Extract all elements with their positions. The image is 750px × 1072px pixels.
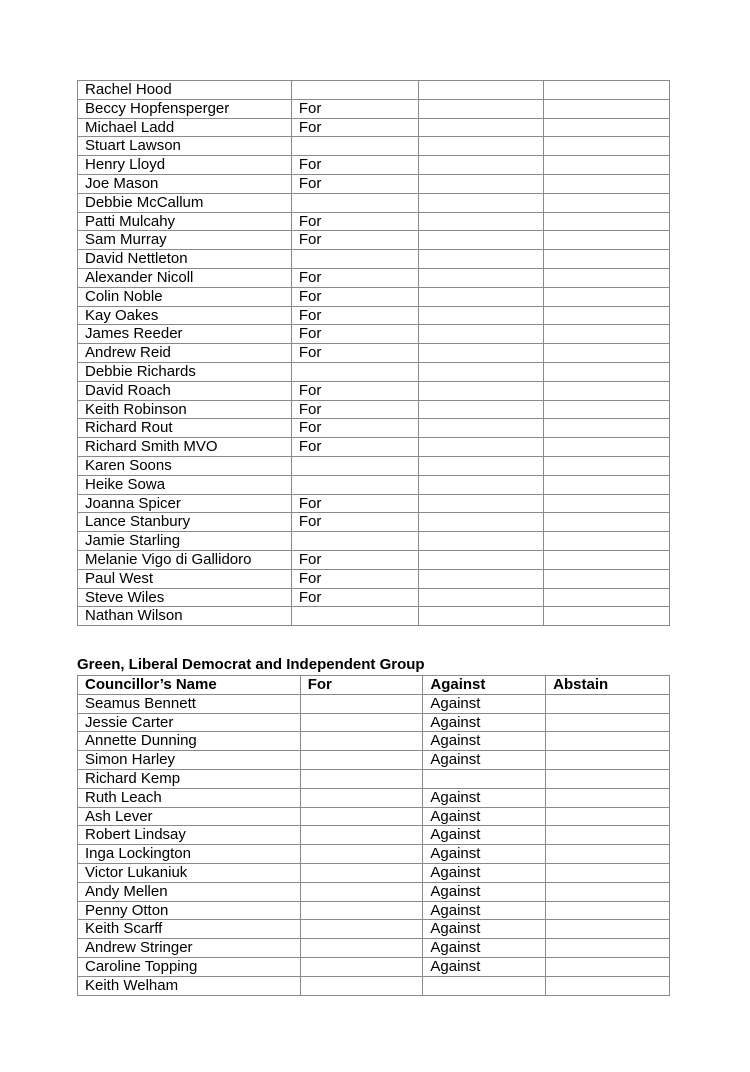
table-row	[78, 381, 670, 400]
table-row	[78, 362, 670, 381]
table-row	[78, 137, 670, 156]
vote-for-cell: For	[291, 99, 418, 118]
vote-against-cell: Against	[423, 901, 546, 920]
vote-against-cell	[418, 250, 544, 269]
table-row	[78, 156, 670, 175]
column-header-abstain: Abstain	[546, 676, 670, 695]
vote-for-cell	[300, 826, 423, 845]
councillor-name-cell: Penny Otton	[78, 901, 301, 920]
councillor-name-cell: Rachel Hood	[78, 81, 292, 100]
vote-for-cell	[300, 920, 423, 939]
vote-for-cell	[300, 751, 423, 770]
vote-for-cell	[291, 250, 418, 269]
vote-abstain-cell	[546, 976, 670, 995]
vote-for-cell	[300, 863, 423, 882]
table-row	[78, 769, 670, 788]
vote-for-cell: For	[291, 438, 418, 457]
vote-abstain-cell	[544, 588, 670, 607]
vote-for-cell	[291, 607, 418, 626]
vote-table-conservative-continued	[77, 80, 670, 626]
table-row	[78, 344, 670, 363]
table-row	[78, 732, 670, 751]
table-row	[78, 845, 670, 864]
councillor-name-cell: Jessie Carter	[78, 713, 301, 732]
vote-abstain-cell	[544, 306, 670, 325]
vote-abstain-cell	[544, 607, 670, 626]
councillor-name-cell: Melanie Vigo di Gallidoro	[78, 550, 292, 569]
vote-abstain-cell	[546, 826, 670, 845]
table-row	[78, 976, 670, 995]
vote-against-cell: Against	[423, 957, 546, 976]
table-row	[78, 694, 670, 713]
vote-against-cell	[418, 494, 544, 513]
vote-abstain-cell	[544, 81, 670, 100]
table-row	[78, 250, 670, 269]
vote-abstain-cell	[544, 99, 670, 118]
vote-against-cell	[418, 532, 544, 551]
vote-against-cell	[418, 193, 544, 212]
councillor-name-cell: Steve Wiles	[78, 588, 292, 607]
councillor-name-cell: Simon Harley	[78, 751, 301, 770]
councillor-name-cell: Debbie McCallum	[78, 193, 292, 212]
vote-abstain-cell	[544, 344, 670, 363]
vote-for-cell: For	[291, 381, 418, 400]
councillor-name-cell: Karen Soons	[78, 456, 292, 475]
vote-against-cell	[418, 174, 544, 193]
table-row	[78, 475, 670, 494]
councillor-name-cell: Joanna Spicer	[78, 494, 292, 513]
vote-abstain-cell	[546, 863, 670, 882]
councillor-name-cell: Patti Mulcahy	[78, 212, 292, 231]
councillor-name-cell: Andrew Stringer	[78, 939, 301, 958]
councillor-name-cell: Henry Lloyd	[78, 156, 292, 175]
vote-for-cell	[291, 137, 418, 156]
vote-against-cell: Against	[423, 788, 546, 807]
vote-against-cell	[418, 325, 544, 344]
councillor-name-cell: Debbie Richards	[78, 362, 292, 381]
councillor-name-cell: Beccy Hopfensperger	[78, 99, 292, 118]
vote-against-cell	[418, 231, 544, 250]
table-row	[78, 550, 670, 569]
councillor-name-cell: Michael Ladd	[78, 118, 292, 137]
vote-abstain-cell	[544, 193, 670, 212]
vote-for-cell	[300, 769, 423, 788]
vote-abstain-cell	[544, 118, 670, 137]
table-row	[78, 325, 670, 344]
councillor-name-cell: Richard Smith MVO	[78, 438, 292, 457]
vote-against-cell: Against	[423, 882, 546, 901]
vote-for-cell: For	[291, 118, 418, 137]
councillor-name-cell: Sam Murray	[78, 231, 292, 250]
vote-against-cell: Against	[423, 807, 546, 826]
vote-for-cell	[291, 456, 418, 475]
vote-abstain-cell	[544, 174, 670, 193]
table-header-row	[78, 676, 670, 695]
councillor-name-cell: Victor Lukaniuk	[78, 863, 301, 882]
vote-abstain-cell	[544, 268, 670, 287]
vote-against-cell	[418, 438, 544, 457]
vote-for-cell	[300, 882, 423, 901]
table-row	[78, 920, 670, 939]
column-header-for: For	[300, 676, 423, 695]
vote-for-cell: For	[291, 419, 418, 438]
vote-for-cell	[300, 788, 423, 807]
table-row	[78, 713, 670, 732]
table-row	[78, 532, 670, 551]
vote-against-cell	[418, 475, 544, 494]
column-header-councillor-name: Councillor’s Name	[78, 676, 301, 695]
councillor-name-cell: Andy Mellen	[78, 882, 301, 901]
table-row	[78, 419, 670, 438]
vote-against-cell	[418, 550, 544, 569]
table-row	[78, 826, 670, 845]
vote-against-cell	[418, 456, 544, 475]
vote-abstain-cell	[544, 362, 670, 381]
councillor-name-cell: Alexander Nicoll	[78, 268, 292, 287]
vote-for-cell: For	[291, 231, 418, 250]
vote-abstain-cell	[546, 694, 670, 713]
councillor-name-cell: Seamus Bennett	[78, 694, 301, 713]
vote-against-cell	[418, 137, 544, 156]
vote-abstain-cell	[546, 901, 670, 920]
vote-for-cell	[291, 193, 418, 212]
vote-abstain-cell	[544, 419, 670, 438]
vote-for-cell	[300, 807, 423, 826]
table-row	[78, 807, 670, 826]
vote-abstain-cell	[546, 713, 670, 732]
vote-for-cell	[300, 713, 423, 732]
vote-against-cell	[418, 306, 544, 325]
vote-for-cell: For	[291, 550, 418, 569]
vote-table-green-libdem-independent	[77, 675, 670, 996]
vote-for-cell: For	[291, 513, 418, 532]
councillor-name-cell: Kay Oakes	[78, 306, 292, 325]
vote-for-cell	[300, 732, 423, 751]
table-row	[78, 306, 670, 325]
vote-for-cell: For	[291, 494, 418, 513]
table-row	[78, 193, 670, 212]
vote-for-cell: For	[291, 306, 418, 325]
councillor-name-cell: Andrew Reid	[78, 344, 292, 363]
vote-against-cell	[418, 381, 544, 400]
vote-abstain-cell	[544, 156, 670, 175]
vote-abstain-cell	[544, 250, 670, 269]
vote-against-cell	[418, 81, 544, 100]
vote-against-cell: Against	[423, 713, 546, 732]
councillor-name-cell: Nathan Wilson	[78, 607, 292, 626]
councillor-name-cell: Stuart Lawson	[78, 137, 292, 156]
vote-abstain-cell	[544, 287, 670, 306]
councillor-name-cell: Joe Mason	[78, 174, 292, 193]
vote-against-cell: Against	[423, 694, 546, 713]
table-row	[78, 268, 670, 287]
vote-for-cell: For	[291, 156, 418, 175]
vote-abstain-cell	[544, 325, 670, 344]
vote-abstain-cell	[544, 456, 670, 475]
vote-for-cell: For	[291, 287, 418, 306]
vote-against-cell: Against	[423, 845, 546, 864]
table-row	[78, 212, 670, 231]
vote-against-cell: Against	[423, 826, 546, 845]
councillor-name-cell: James Reeder	[78, 325, 292, 344]
vote-for-cell	[291, 532, 418, 551]
councillor-name-cell: Ruth Leach	[78, 788, 301, 807]
vote-against-cell	[423, 976, 546, 995]
vote-against-cell	[418, 99, 544, 118]
vote-abstain-cell	[546, 845, 670, 864]
councillor-name-cell: Robert Lindsay	[78, 826, 301, 845]
vote-for-cell	[300, 694, 423, 713]
vote-abstain-cell	[546, 920, 670, 939]
vote-abstain-cell	[546, 807, 670, 826]
table-row	[78, 118, 670, 137]
councillor-name-cell: Annette Dunning	[78, 732, 301, 751]
table-row	[78, 456, 670, 475]
table-row	[78, 882, 670, 901]
vote-against-cell	[418, 118, 544, 137]
vote-for-cell	[300, 957, 423, 976]
vote-abstain-cell	[544, 381, 670, 400]
vote-for-cell: For	[291, 174, 418, 193]
vote-against-cell: Against	[423, 939, 546, 958]
table-row	[78, 607, 670, 626]
vote-against-cell	[418, 400, 544, 419]
table-row	[78, 751, 670, 770]
vote-abstain-cell	[544, 137, 670, 156]
vote-against-cell: Against	[423, 732, 546, 751]
vote-for-cell: For	[291, 400, 418, 419]
vote-abstain-cell	[546, 957, 670, 976]
table-row	[78, 901, 670, 920]
vote-against-cell: Against	[423, 920, 546, 939]
vote-for-cell: For	[291, 268, 418, 287]
vote-against-cell	[418, 268, 544, 287]
councillor-name-cell: Richard Kemp	[78, 769, 301, 788]
vote-for-cell: For	[291, 325, 418, 344]
councillor-name-cell: David Nettleton	[78, 250, 292, 269]
vote-for-cell: For	[291, 588, 418, 607]
vote-abstain-cell	[546, 732, 670, 751]
vote-abstain-cell	[544, 231, 670, 250]
vote-against-cell	[418, 513, 544, 532]
vote-against-cell	[423, 769, 546, 788]
councillor-name-cell: Caroline Topping	[78, 957, 301, 976]
vote-against-cell	[418, 569, 544, 588]
table-row	[78, 231, 670, 250]
vote-for-cell	[291, 362, 418, 381]
vote-against-cell	[418, 212, 544, 231]
table-row	[78, 788, 670, 807]
vote-against-cell	[418, 607, 544, 626]
councillor-name-cell: Keith Robinson	[78, 400, 292, 419]
table-row	[78, 513, 670, 532]
vote-abstain-cell	[544, 438, 670, 457]
councillor-name-cell: Paul West	[78, 569, 292, 588]
table-row	[78, 494, 670, 513]
vote-abstain-cell	[546, 939, 670, 958]
vote-against-cell: Against	[423, 863, 546, 882]
vote-abstain-cell	[544, 513, 670, 532]
vote-abstain-cell	[546, 788, 670, 807]
vote-table-body	[78, 694, 670, 995]
councillor-name-cell: Lance Stanbury	[78, 513, 292, 532]
table-row	[78, 438, 670, 457]
column-header-against: Against	[423, 676, 546, 695]
councillor-name-cell: David Roach	[78, 381, 292, 400]
vote-against-cell	[418, 287, 544, 306]
vote-for-cell	[300, 901, 423, 920]
table-row	[78, 99, 670, 118]
vote-for-cell: For	[291, 212, 418, 231]
vote-abstain-cell	[544, 400, 670, 419]
vote-abstain-cell	[544, 475, 670, 494]
table-row	[78, 81, 670, 100]
councillor-name-cell: Keith Welham	[78, 976, 301, 995]
vote-for-cell	[300, 939, 423, 958]
vote-against-cell	[418, 344, 544, 363]
table-row	[78, 174, 670, 193]
councillor-name-cell: Colin Noble	[78, 287, 292, 306]
vote-against-cell	[418, 362, 544, 381]
vote-for-cell	[300, 976, 423, 995]
vote-abstain-cell	[546, 769, 670, 788]
vote-abstain-cell	[546, 751, 670, 770]
councillor-name-cell: Richard Rout	[78, 419, 292, 438]
vote-table-body	[78, 81, 670, 626]
table-row	[78, 957, 670, 976]
vote-against-cell	[418, 419, 544, 438]
councillor-name-cell: Inga Lockington	[78, 845, 301, 864]
vote-for-cell: For	[291, 344, 418, 363]
table-row	[78, 588, 670, 607]
councillor-name-cell: Keith Scarff	[78, 920, 301, 939]
table-row	[78, 863, 670, 882]
councillor-name-cell: Ash Lever	[78, 807, 301, 826]
table-row	[78, 569, 670, 588]
councillor-name-cell: Jamie Starling	[78, 532, 292, 551]
vote-abstain-cell	[544, 550, 670, 569]
vote-for-cell: For	[291, 569, 418, 588]
vote-for-cell	[300, 845, 423, 864]
table-row	[78, 400, 670, 419]
vote-abstain-cell	[544, 494, 670, 513]
vote-against-cell	[418, 156, 544, 175]
table-row	[78, 939, 670, 958]
vote-abstain-cell	[544, 569, 670, 588]
vote-for-cell	[291, 475, 418, 494]
group-heading: Green, Liberal Democrat and Independent Group	[77, 656, 425, 673]
vote-abstain-cell	[546, 882, 670, 901]
vote-against-cell	[418, 588, 544, 607]
councillor-name-cell: Heike Sowa	[78, 475, 292, 494]
vote-abstain-cell	[544, 212, 670, 231]
vote-for-cell	[291, 81, 418, 100]
vote-abstain-cell	[544, 532, 670, 551]
vote-against-cell: Against	[423, 751, 546, 770]
table-row	[78, 287, 670, 306]
